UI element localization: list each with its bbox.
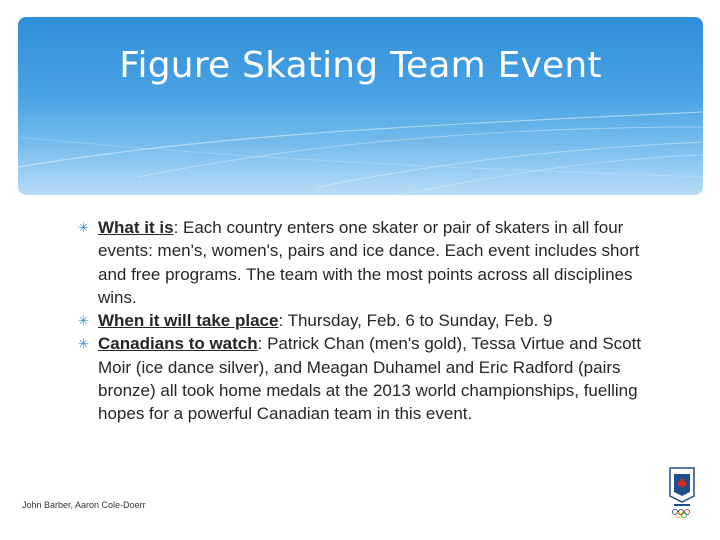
bullet-term: Canadians to watch [98, 334, 258, 354]
bullet-term: What it is [98, 218, 174, 237]
footer-authors: John Barber, Aaron Cole-Doerr [22, 500, 146, 510]
asterisk-bullet-icon: ✳ [78, 220, 89, 235]
bullet-item [78, 332, 658, 425]
bullet-text: : Each country enters one skater or pair of skaters in all four events: men's, women's, pairs and ice dance. Each event includes short and free programs. The team with the most points across all disciplines wins. [98, 218, 640, 307]
olympic-team-canada-logo-icon [668, 466, 696, 518]
banner-waves-decoration [18, 17, 703, 195]
bullet-item [78, 309, 658, 332]
title-banner [18, 17, 703, 195]
bullet-text: : Thursday, Feb. 6 to Sunday, Feb. 9 [278, 311, 553, 331]
asterisk-bullet-icon: ✳ [78, 313, 89, 329]
bullet-item [78, 216, 658, 309]
bullet-list [78, 216, 658, 426]
bullet-text: : Patrick Chan (men's gold), Tessa Virtue and Scott Moir (ice dance silver), and Meagan Duhamel and Eric Radford (pairs bronze) all took home medals at the 2013 world championships, fuelling hopes for a powerful Canadian team in this event. [98, 334, 642, 424]
slide-title: Figure Skating Team Event [119, 45, 602, 86]
bullet-term: When it will take place [98, 311, 279, 331]
asterisk-bullet-icon: ✳ [78, 336, 89, 352]
